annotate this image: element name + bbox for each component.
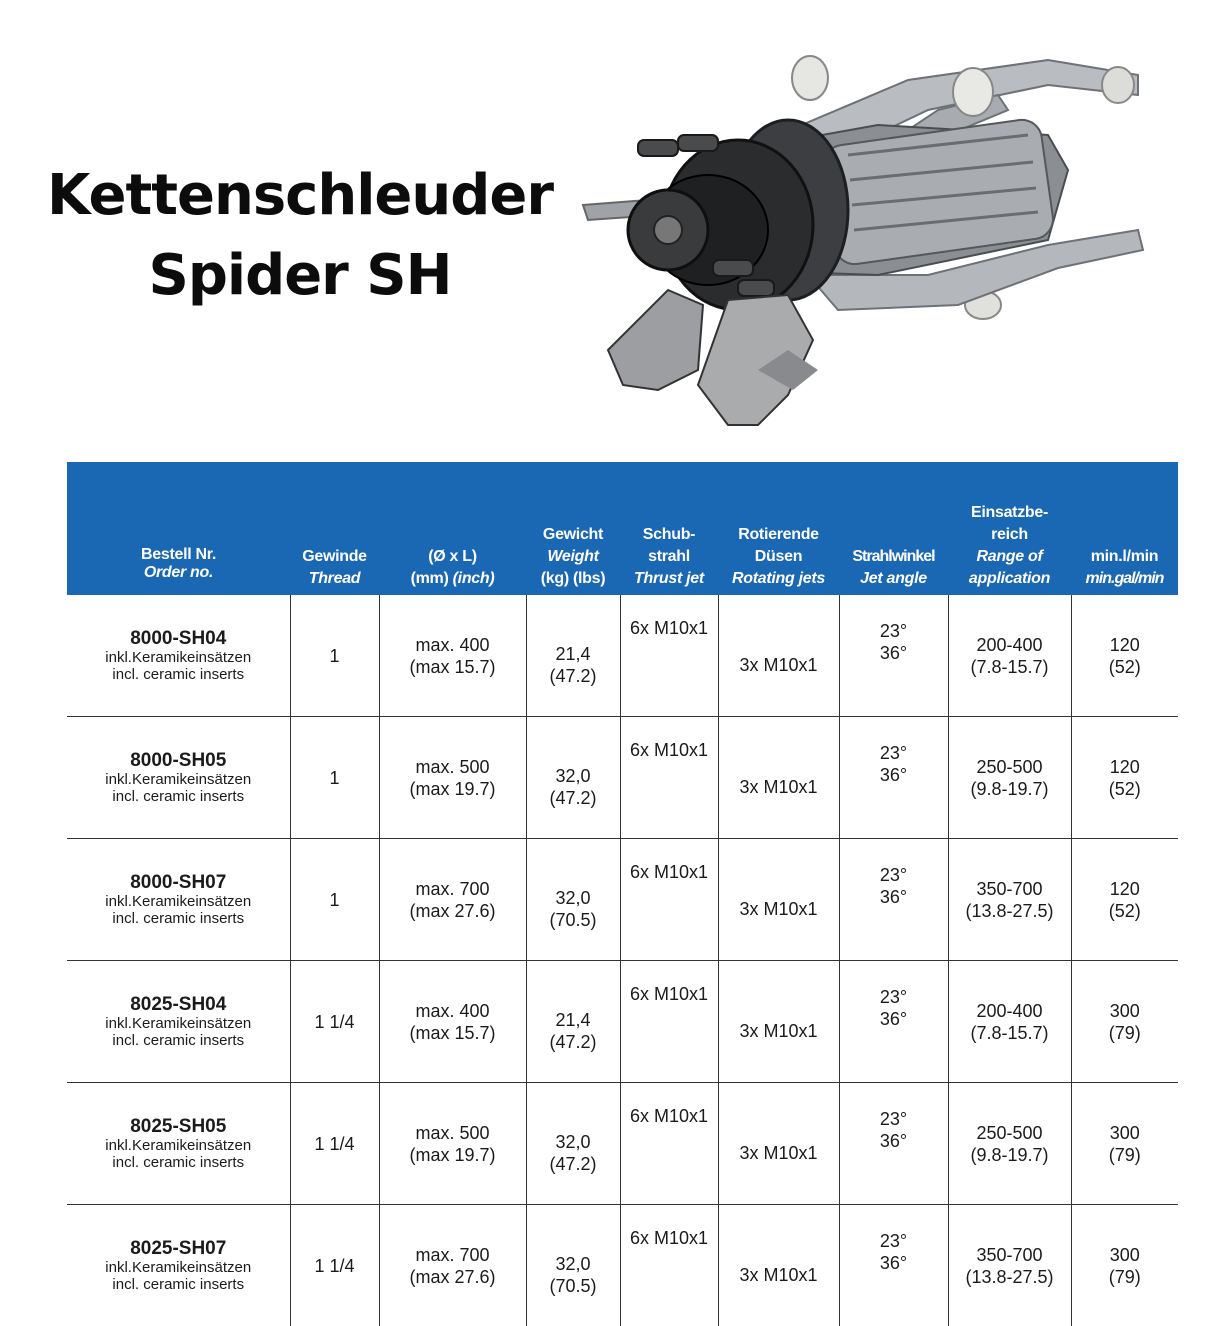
col-header-weight (526, 462, 620, 595)
cell-order (67, 595, 290, 717)
cell-flow (1071, 1083, 1178, 1205)
col-header-range-en2: application (950, 568, 1069, 590)
flow-l: 120 (1072, 756, 1179, 778)
col-header-angle-de: Strahlwinkel (841, 546, 946, 568)
order-number: 8025-SH05 (67, 1117, 290, 1137)
thrust-jet-value: 6x M10x1 (630, 1228, 708, 1248)
flow-gal: (52) (1072, 656, 1179, 678)
size-inch: (max 15.7) (380, 656, 526, 678)
weight-lbs: (47.2) (527, 787, 620, 809)
angle-2: 36° (840, 642, 948, 664)
cell-angle (839, 961, 948, 1083)
cell-thrust (620, 1205, 718, 1326)
cell-order (67, 961, 290, 1083)
flow-gal: (52) (1072, 900, 1179, 922)
thread-value: 1 (329, 890, 339, 910)
range-mm: 200-400 (949, 634, 1071, 656)
flow-gal: (79) (1072, 1144, 1179, 1166)
weight-kg: 32,0 (527, 765, 620, 787)
angle-2: 36° (840, 1252, 948, 1274)
cell-angle (839, 839, 948, 961)
weight-kg: 32,0 (527, 887, 620, 909)
cell-size (379, 717, 526, 839)
rotating-jets-value: 3x M10x1 (739, 655, 817, 675)
col-header-rotating-en: Rotating jets (720, 568, 837, 590)
order-note-de: inkl.Keramikeinsätzen (67, 893, 290, 910)
col-header-order (67, 462, 290, 595)
col-header-size (379, 462, 526, 595)
thread-value: 1 (329, 646, 339, 666)
range-inch: (9.8-19.7) (949, 778, 1071, 800)
cell-size (379, 961, 526, 1083)
order-number: 8025-SH07 (67, 1239, 290, 1259)
size-inch: (max 19.7) (380, 1144, 526, 1166)
cell-thrust (620, 1083, 718, 1205)
col-header-weight-unit: (kg) (lbs) (528, 568, 618, 590)
rotating-jets-value: 3x M10x1 (739, 777, 817, 797)
cell-flow (1071, 961, 1178, 1083)
chain-flail-spider-tool-photo (578, 40, 1148, 435)
size-inch: (max 19.7) (380, 778, 526, 800)
angle-1: 23° (840, 742, 948, 764)
cell-thread (290, 961, 379, 1083)
col-header-size-units (381, 568, 524, 590)
col-header-rotating-de1: Rotierende (720, 524, 837, 546)
order-note-en: incl. ceramic inserts (67, 666, 290, 683)
col-header-rotating (718, 462, 839, 595)
order-note-en: incl. ceramic inserts (67, 1276, 290, 1293)
weight-lbs: (47.2) (527, 1031, 620, 1053)
order-note-de: inkl.Keramikeinsätzen (67, 1259, 290, 1276)
thread-value: 1 1/4 (314, 1134, 354, 1154)
col-header-thread (290, 462, 379, 595)
col-header-angle (839, 462, 948, 595)
weight-lbs: (47.2) (527, 1153, 620, 1175)
cell-flow (1071, 1205, 1178, 1326)
cell-flow (1071, 839, 1178, 961)
cell-rotating (718, 839, 839, 961)
col-header-thrust-en: Thrust jet (622, 568, 716, 590)
range-inch: (7.8-15.7) (949, 656, 1071, 678)
flow-l: 300 (1072, 1244, 1179, 1266)
col-header-order-de: Bestell Nr. (69, 546, 288, 564)
cell-order (67, 1205, 290, 1326)
range-inch: (7.8-15.7) (949, 1022, 1071, 1044)
cell-size (379, 839, 526, 961)
size-mm: max. 700 (380, 1244, 526, 1266)
cell-weight (526, 1083, 620, 1205)
cell-thread (290, 595, 379, 717)
table-row (67, 1205, 1178, 1326)
flow-l: 300 (1072, 1122, 1179, 1144)
cell-range (948, 961, 1071, 1083)
angle-2: 36° (840, 764, 948, 786)
col-header-range-de2: reich (950, 524, 1069, 546)
size-mm: max. 700 (380, 878, 526, 900)
col-header-range-en1: Range of (950, 546, 1069, 568)
cell-weight (526, 595, 620, 717)
col-header-size-de: (Ø x L) (381, 546, 524, 568)
order-number: 8000-SH05 (67, 751, 290, 771)
angle-1: 23° (840, 1108, 948, 1130)
col-header-thrust-de1: Schub- (622, 524, 716, 546)
thread-value: 1 1/4 (314, 1012, 354, 1032)
cell-weight (526, 717, 620, 839)
range-mm: 350-700 (949, 1244, 1071, 1266)
thread-value: 1 (329, 768, 339, 788)
rotating-jets-value: 3x M10x1 (739, 1021, 817, 1041)
size-mm: max. 500 (380, 756, 526, 778)
col-header-thrust-de2: strahl (622, 546, 716, 568)
cell-weight (526, 961, 620, 1083)
spec-table (67, 462, 1178, 1326)
order-number: 8000-SH04 (67, 629, 290, 649)
col-header-thread-de: Gewinde (292, 546, 377, 568)
cell-rotating (718, 595, 839, 717)
col-header-thread-en: Thread (292, 568, 377, 590)
cell-flow (1071, 717, 1178, 839)
col-header-flow-en: min.gal/min (1073, 568, 1176, 590)
flow-l: 300 (1072, 1000, 1179, 1022)
cell-range (948, 839, 1071, 961)
order-number: 8000-SH07 (67, 873, 290, 893)
size-mm: max. 400 (380, 1000, 526, 1022)
cell-size (379, 1083, 526, 1205)
flow-l: 120 (1072, 878, 1179, 900)
thrust-jet-value: 6x M10x1 (630, 1106, 708, 1126)
col-header-weight-en: Weight (528, 546, 618, 568)
order-note-de: inkl.Keramikeinsätzen (67, 771, 290, 788)
thrust-jet-value: 6x M10x1 (630, 618, 708, 638)
rotating-jets-value: 3x M10x1 (739, 899, 817, 919)
order-note-de: inkl.Keramikeinsätzen (67, 1015, 290, 1032)
angle-1: 23° (840, 1230, 948, 1252)
cell-range (948, 1083, 1071, 1205)
cell-order (67, 839, 290, 961)
order-note-en: incl. ceramic inserts (67, 1154, 290, 1171)
size-inch: (max 15.7) (380, 1022, 526, 1044)
col-header-flow (1071, 462, 1178, 595)
col-header-range-de1: Einsatzbe- (950, 502, 1069, 524)
weight-lbs: (70.5) (527, 909, 620, 931)
order-note-en: incl. ceramic inserts (67, 1032, 290, 1049)
rotating-jets-value: 3x M10x1 (739, 1265, 817, 1285)
table-row (67, 1083, 1178, 1205)
cell-angle (839, 717, 948, 839)
order-note-en: incl. ceramic inserts (67, 788, 290, 805)
cell-rotating (718, 961, 839, 1083)
cell-thrust (620, 717, 718, 839)
rotating-jets-value: 3x M10x1 (739, 1143, 817, 1163)
range-mm: 250-500 (949, 1122, 1071, 1144)
weight-kg: 32,0 (527, 1253, 620, 1275)
size-mm: max. 500 (380, 1122, 526, 1144)
order-note-de: inkl.Keramikeinsätzen (67, 649, 290, 666)
cell-range (948, 595, 1071, 717)
flow-gal: (79) (1072, 1266, 1179, 1288)
thrust-jet-value: 6x M10x1 (630, 740, 708, 760)
cell-thread (290, 839, 379, 961)
thrust-jet-value: 6x M10x1 (630, 862, 708, 882)
cell-thread (290, 1083, 379, 1205)
angle-1: 23° (840, 864, 948, 886)
flow-gal: (52) (1072, 778, 1179, 800)
col-header-flow-de: min.l/min (1073, 546, 1176, 568)
angle-2: 36° (840, 886, 948, 908)
weight-kg: 21,4 (527, 1009, 620, 1031)
range-inch: (13.8-27.5) (949, 1266, 1071, 1288)
cell-thrust (620, 595, 718, 717)
col-header-weight-de: Gewicht (528, 524, 618, 546)
cell-order (67, 717, 290, 839)
spec-table-body (67, 595, 1178, 1326)
cell-angle (839, 595, 948, 717)
col-header-angle-en: Jet angle (841, 568, 946, 590)
order-note-de: inkl.Keramikeinsätzen (67, 1137, 290, 1154)
range-inch: (13.8-27.5) (949, 900, 1071, 922)
cell-weight (526, 1205, 620, 1326)
weight-lbs: (70.5) (527, 1275, 620, 1297)
size-inch: (max 27.6) (380, 1266, 526, 1288)
cell-flow (1071, 595, 1178, 717)
col-header-rotating-de2: Düsen (720, 546, 837, 568)
cell-range (948, 717, 1071, 839)
table-row (67, 839, 1178, 961)
order-note-en: incl. ceramic inserts (67, 910, 290, 927)
cell-rotating (718, 1083, 839, 1205)
size-inch: (max 27.6) (380, 900, 526, 922)
col-header-thrust (620, 462, 718, 595)
page-title-line-2: Spider SH (20, 243, 580, 308)
weight-kg: 21,4 (527, 643, 620, 665)
range-mm: 350-700 (949, 878, 1071, 900)
cell-rotating (718, 717, 839, 839)
weight-lbs: (47.2) (527, 665, 620, 687)
cell-rotating (718, 1205, 839, 1326)
cell-thrust (620, 961, 718, 1083)
size-mm: max. 400 (380, 634, 526, 656)
page-title-line-1: Kettenschleuder (20, 163, 580, 228)
col-header-size-inch: (inch) (453, 570, 495, 587)
flow-l: 120 (1072, 634, 1179, 656)
cell-order (67, 1083, 290, 1205)
cell-angle (839, 1083, 948, 1205)
table-row (67, 961, 1178, 1083)
cell-angle (839, 1205, 948, 1326)
cell-range (948, 1205, 1071, 1326)
order-number: 8025-SH04 (67, 995, 290, 1015)
angle-1: 23° (840, 986, 948, 1008)
cell-weight (526, 839, 620, 961)
cell-size (379, 1205, 526, 1326)
flow-gal: (79) (1072, 1022, 1179, 1044)
thread-value: 1 1/4 (314, 1256, 354, 1276)
cell-size (379, 595, 526, 717)
col-header-range (948, 462, 1071, 595)
col-header-size-mm: (mm) (411, 570, 449, 587)
range-mm: 250-500 (949, 756, 1071, 778)
table-row (67, 595, 1178, 717)
angle-1: 23° (840, 620, 948, 642)
weight-kg: 32,0 (527, 1131, 620, 1153)
col-header-order-en: Order no. (69, 564, 288, 582)
cell-thread (290, 717, 379, 839)
cell-thread (290, 1205, 379, 1326)
table-row (67, 717, 1178, 839)
angle-2: 36° (840, 1008, 948, 1030)
cell-thrust (620, 839, 718, 961)
range-mm: 200-400 (949, 1000, 1071, 1022)
thrust-jet-value: 6x M10x1 (630, 984, 708, 1004)
range-inch: (9.8-19.7) (949, 1144, 1071, 1166)
table-header-row (67, 462, 1178, 595)
angle-2: 36° (840, 1130, 948, 1152)
